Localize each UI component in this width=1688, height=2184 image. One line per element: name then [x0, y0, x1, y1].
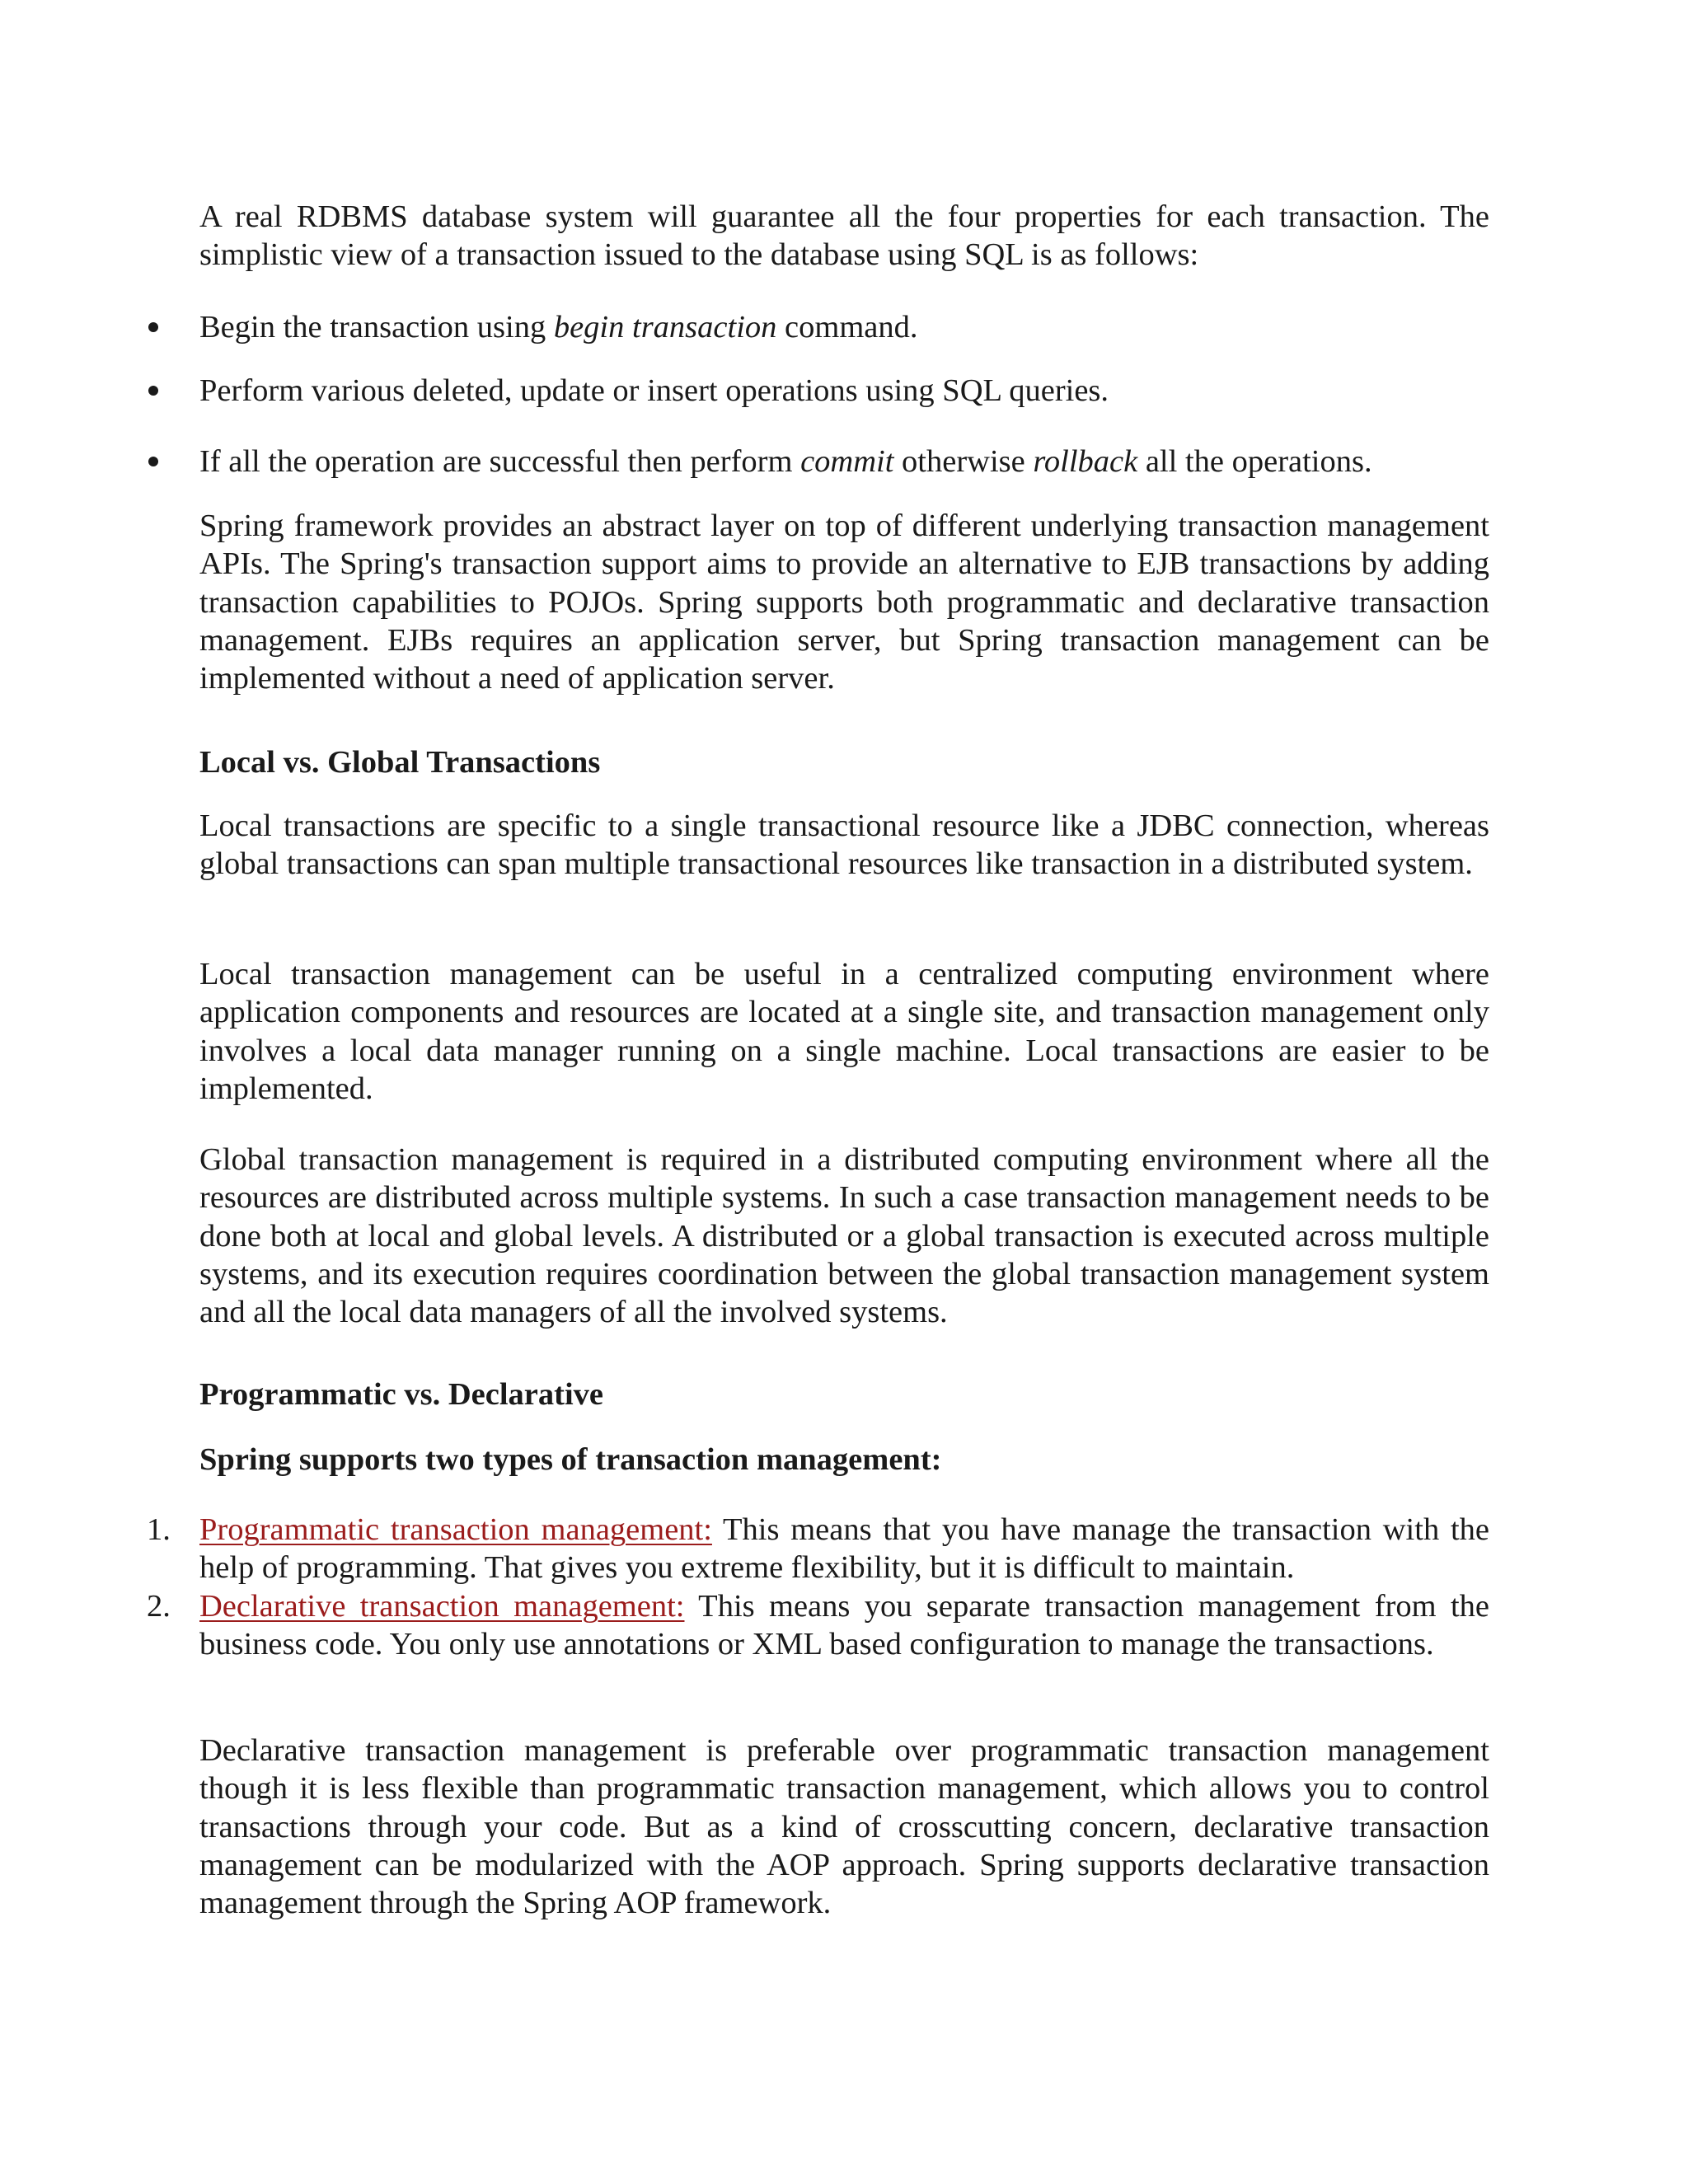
section-heading-prog-decl: Programmatic vs. Declarative — [199, 1377, 603, 1412]
list-number: 1. — [147, 1512, 171, 1547]
spring-intro-paragraph: Spring framework provides an abstract layer on top of different underlying transaction management APIs. The Spring's transaction support aims to provide an alternative to EJB transactions by adding transaction capabilities to POJOs. Spring supports both programmatic and declarative transaction management. EJBs requires an application server, but Spring transaction management can be implemented without a need of application server. — [199, 509, 1489, 696]
declarative-item-text: Declarative transaction management: This means you separate transaction management from the business code. You only use annotations or XML based configuration to manage the transactions. — [199, 1589, 1490, 1662]
declarative-link[interactable]: Declarative transaction management: — [199, 1589, 685, 1624]
list-item — [0, 1511, 1489, 1587]
step-commit-text: If all the operation are successful then perform commit otherwise rollback all the operations. — [199, 444, 1372, 479]
local-global-paragraph-1: Local transactions are specific to a single transactional resource like a JDBC connection, whereas global transactions can span multiple transactional resources like transaction in a distributed system. — [199, 808, 1489, 882]
programmatic-item-text: Programmatic transaction management: This means that you have manage the transaction with the help of programming. That gives you extreme flexibility, but it is difficult to maintain. — [199, 1512, 1489, 1586]
step-begin-text: Begin the transaction using begin transaction command. — [199, 310, 918, 344]
keyword-rollback: rollback — [1033, 444, 1138, 479]
keyword-begin-transaction: begin transaction — [553, 310, 777, 344]
closing-paragraph: Declarative transaction management is preferable over programmatic transaction management though it is less flexible than programmatic transaction management, which allows you to control transactions through your code. But as a kind of crosscutting concern, declarative transaction management can be modularized with the AOP approach. Spring supports declarative transaction management through the Spring AOP framework. — [199, 1733, 1489, 1921]
bullet-icon — [148, 386, 158, 396]
keyword-commit: commit — [800, 444, 894, 479]
step-operations-text: Perform various deleted, update or insert operations using SQL queries. — [199, 373, 1109, 408]
local-global-paragraph-2: Local transaction management can be useful in a centralized computing environment where application components and resources are located at a single site, and transaction management only involves a local data manager running on a single machine. Local transactions are easier to be implemented. — [199, 957, 1489, 1106]
list-item — [0, 1587, 1489, 1703]
intro-paragraph: A real RDBMS database system will guarantee all the four properties for each transaction. The simplistic view of a transaction issued to the database using SQL is as follows: — [199, 199, 1489, 273]
section-subheading-types: Spring supports two types of transaction management: — [199, 1442, 942, 1477]
section-heading-local-global: Local vs. Global Transactions — [199, 745, 601, 780]
programmatic-link[interactable]: Programmatic transaction management: — [199, 1512, 712, 1547]
local-global-paragraph-3: Global transaction management is required in a distributed computing environment where all the resources are distributed across multiple systems. In such a case transaction management needs to be done both at local and global levels. A distributed or a global transaction is executed across multiple systems, and its execution requires coordination between the global transaction management system and all the local data managers of all the involved systems. — [199, 1142, 1489, 1330]
bullet-icon — [148, 322, 158, 332]
list-number: 2. — [147, 1589, 171, 1624]
bullet-icon — [148, 457, 158, 466]
